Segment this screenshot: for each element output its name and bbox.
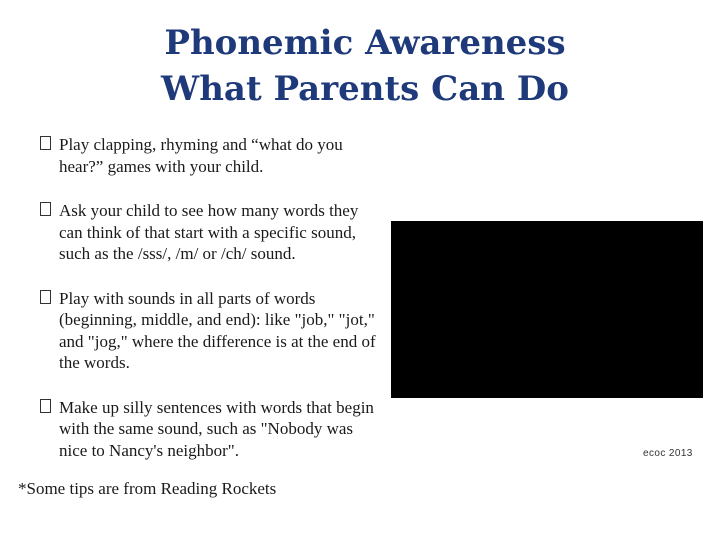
bullet-text: Ask your child to see how many words they can think of that start with a specific sound, such as the /sss/, /m/ or /ch/ sound. (59, 201, 359, 263)
title-line-2: What Parents Can Do (161, 69, 569, 109)
bullet-item (40, 288, 380, 374)
bullet-box-icon (40, 200, 51, 221)
bullet-item (40, 134, 380, 177)
bullet-text: Play with sounds in all parts of words (beginning, middle, and end): like "job," "jot," and "jog," where the difference is at the end of the words. (59, 288, 376, 372)
bullet-box-icon (40, 397, 51, 418)
slide-title (100, 20, 630, 112)
credit-text: ecoc 2013 (643, 448, 693, 459)
bullet-text: Play clapping, rhyming and “what do you hear?” games with your child. (59, 135, 343, 176)
bullet-text: Make up silly sentences with words that begin with the same sound, such as "Nobody was nice to Nancy's neighbor". (59, 397, 374, 460)
bullet-box-icon (40, 134, 51, 155)
bullet-list (40, 134, 380, 484)
source-note: *Some tips are from Reading Rockets (18, 479, 277, 498)
embedded-video-placeholder[interactable] (391, 221, 703, 398)
bullet-item (40, 200, 380, 265)
bullet-box-icon (40, 288, 51, 309)
bullet-item (40, 397, 380, 462)
title-line-1: Phonemic Awareness (164, 23, 566, 63)
